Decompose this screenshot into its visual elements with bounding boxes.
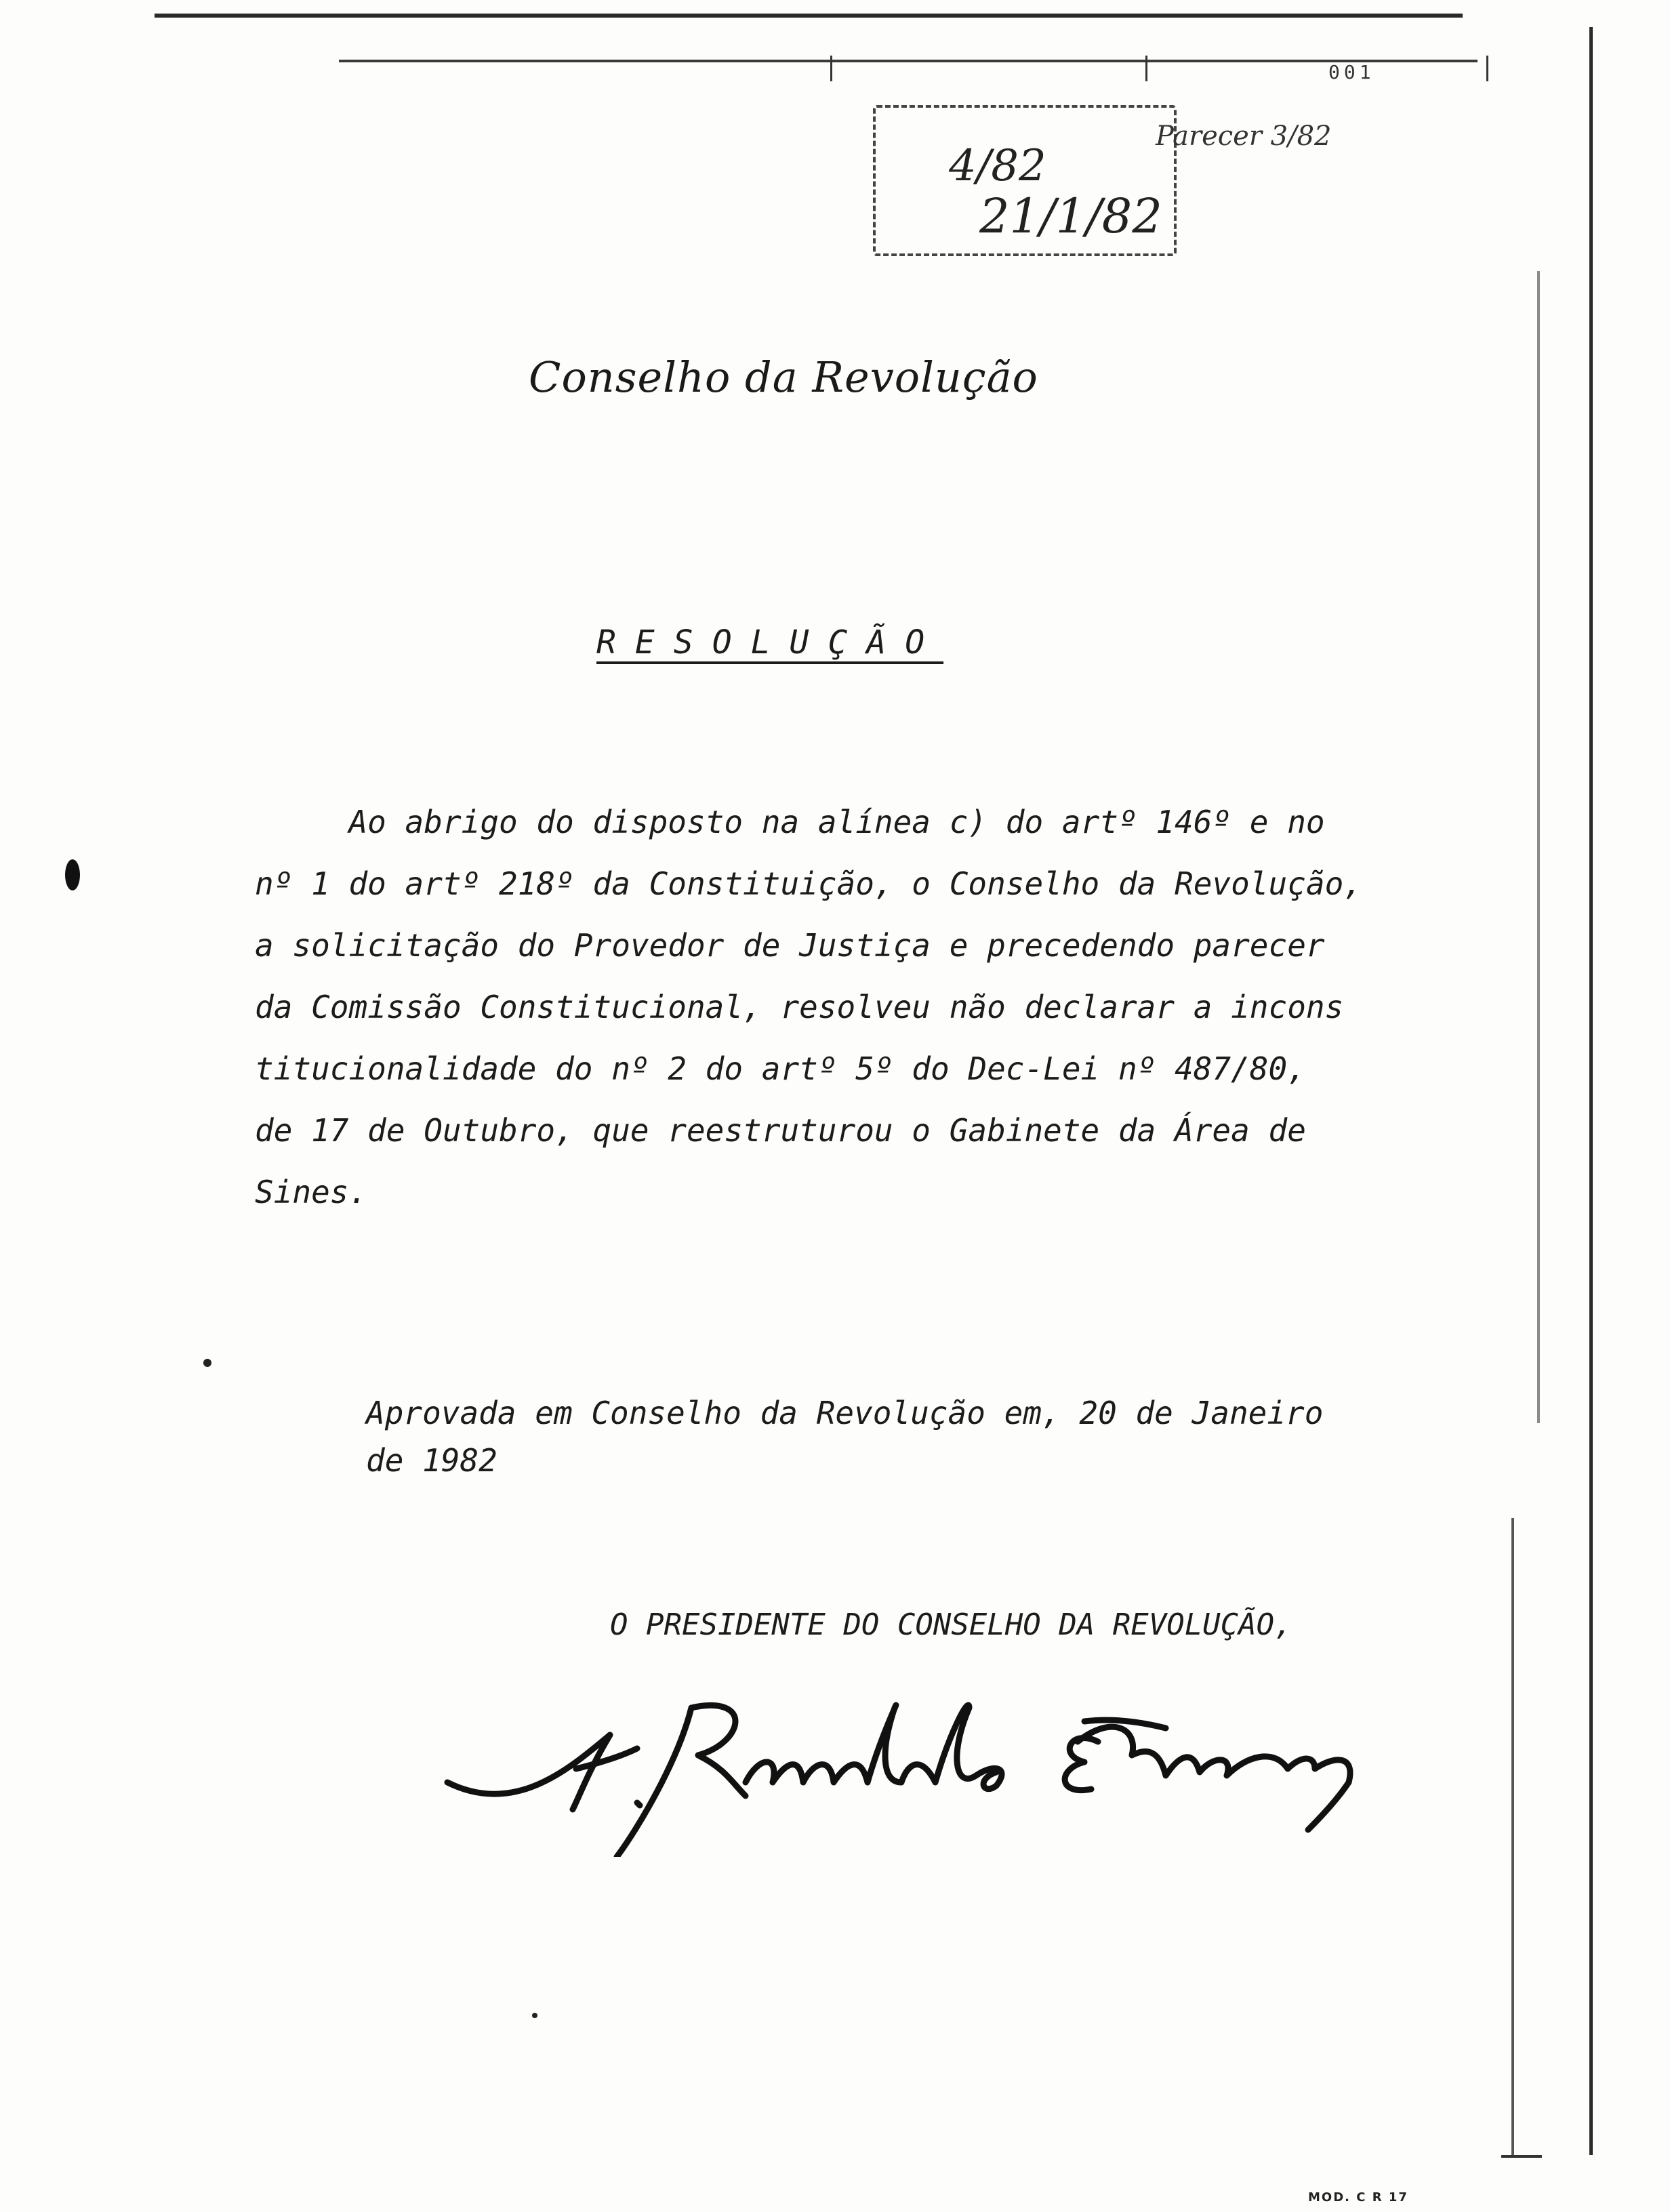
form-code: MOD. C R 17 [1308, 2190, 1408, 2205]
body-line: da Comissão Constitucional, resolveu não declarar a incons [255, 989, 1344, 1025]
scan-speck [532, 2013, 537, 2018]
document-title: RESOLUÇÃO [596, 623, 944, 661]
parecer-annotation: Parecer 3/82 [1156, 121, 1332, 152]
body-line: de 17 de Outubro, que reestruturou o Gabinete da Área de [255, 1112, 1306, 1149]
right-inner-border [1537, 271, 1540, 1423]
body-line: Sines. [255, 1174, 368, 1210]
stamp-date: 21/1/82 [979, 188, 1162, 244]
punch-hole-mark [65, 859, 80, 890]
resolution-body [255, 792, 1366, 1223]
top-border-rule [155, 14, 1463, 18]
body-line: Ao abrigo do disposto na alínea c) do artº 146º e no [255, 804, 1325, 840]
body-line: titucionalidade do nº 2 do artº 5º do Dec-Lei nº 487/80, [255, 1050, 1306, 1087]
scan-speck [203, 1359, 211, 1367]
bottom-corner-mark [1501, 2155, 1542, 2158]
approval-statement [366, 1389, 1323, 1484]
registry-field-box [830, 56, 1144, 81]
right-edge-border [1589, 27, 1593, 2155]
registry-number-box [1145, 56, 1488, 81]
body-line: nº 1 do artº 218º da Constituição, o Conselho da Revolução, [255, 865, 1362, 902]
right-lower-border [1511, 1518, 1514, 2155]
registry-number: 001 [1328, 61, 1375, 83]
approval-line: Aprovada em Conselho da Revolução em, 20 de Janeiro [366, 1395, 1324, 1431]
signatory-title: O PRESIDENTE DO CONSELHO DA REVOLUÇÃO, [610, 1607, 1292, 1642]
handwritten-signature [434, 1654, 1396, 1857]
stamp-number: 4/82 [949, 141, 1046, 191]
institution-heading: Conselho da Revolução [529, 352, 1038, 402]
body-line: a solicitação do Provedor de Justiça e precedendo parecer [255, 927, 1325, 964]
approval-year-line: de 1982 [366, 1442, 497, 1479]
